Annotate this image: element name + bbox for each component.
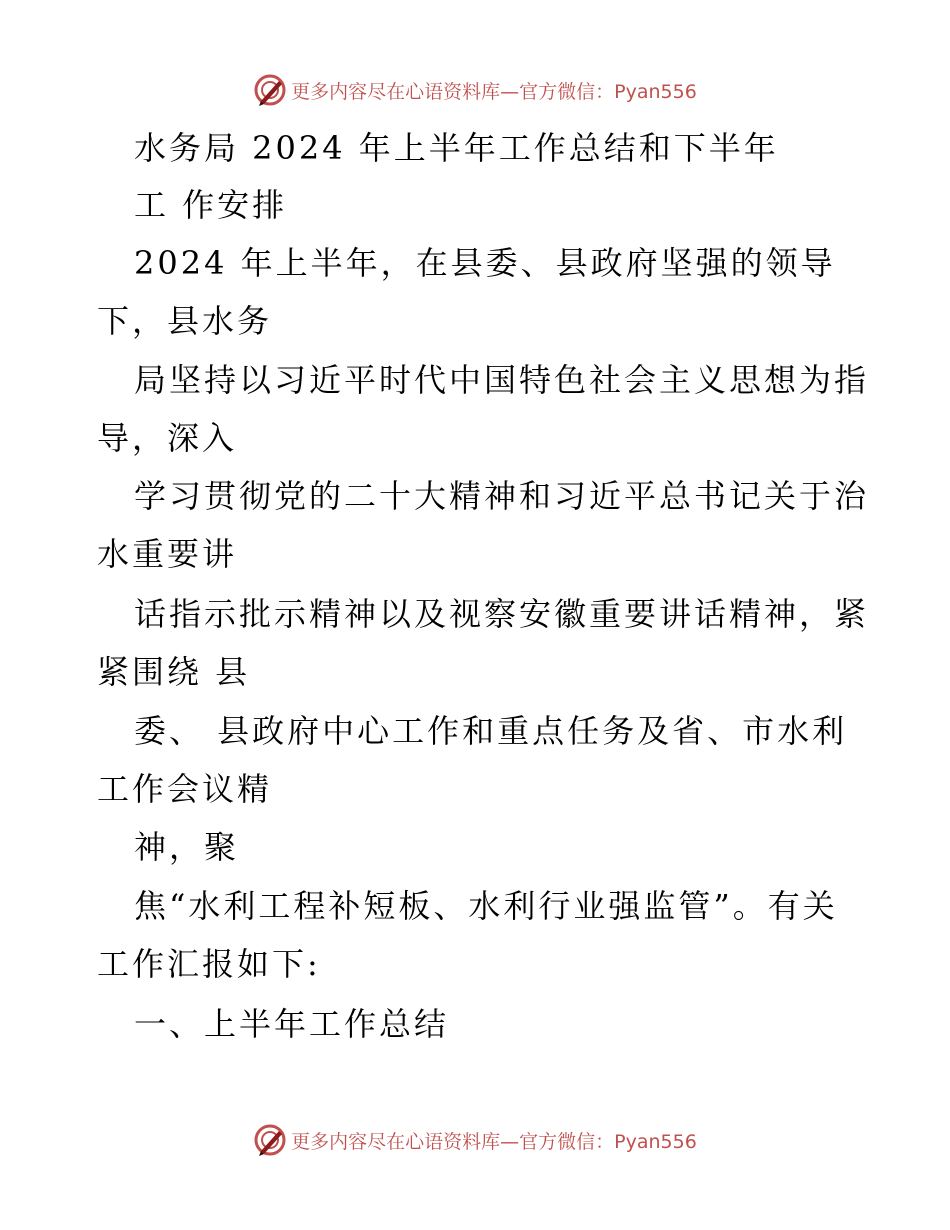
paragraph-line: 学习贯彻党的二十大精神和习近平总书记关于治: [134, 477, 870, 515]
section-heading: 一、上半年工作总结: [134, 1005, 450, 1043]
paragraph-line: 工作会议精: [97, 770, 273, 808]
doc-title-line-2: 工 作安排: [134, 186, 288, 224]
paragraph-line: 话指示批示精神以及视察安徽重要讲话精神，紧: [134, 595, 870, 633]
pen-logo-icon: [253, 1123, 287, 1157]
paragraph-line: 2024 年上半年，在县委、县政府坚强的领导: [134, 244, 836, 282]
paragraph-line: 焦“水利工程补短板、水利行业强监管”。有关: [134, 887, 838, 925]
watermark-text: 更多内容尽在心语资料库—官方微信：Pyan556: [291, 1130, 697, 1153]
paragraph-line: 导，深入: [97, 419, 238, 457]
paragraph-line: 水重要讲: [97, 535, 238, 573]
watermark-footer: [0, 1120, 950, 1160]
paragraph-line: 委、 县政府中心工作和重点任务及省、市水利: [134, 712, 848, 750]
paragraph-line: 紧围绕 县: [97, 653, 251, 691]
paragraph-line: 神，聚: [134, 828, 240, 866]
paragraph-line: 局坚持以习近平时代中国特色社会主义思想为指: [134, 361, 870, 399]
paragraph-line: 工作汇报如下:: [97, 945, 321, 983]
doc-title-line-1: 水务局 2024 年上半年工作总结和下半年: [134, 129, 779, 167]
watermark-text: 更多内容尽在心语资料库—官方微信：Pyan556: [291, 80, 697, 103]
paragraph-line: 下，县水务: [97, 302, 273, 340]
